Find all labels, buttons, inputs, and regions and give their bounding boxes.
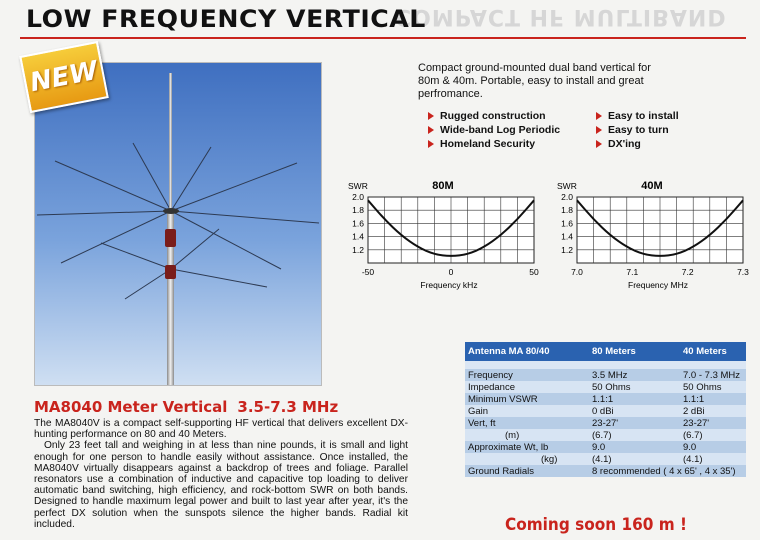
spec-table xyxy=(465,342,746,477)
product-title xyxy=(34,398,338,417)
x-tick-label: -50 xyxy=(361,267,375,277)
description-paragraph: Only 23 feet tall and weighing in at less than nine pounds, it is small and light enough for one person to handle easily without assistance. Once installed, the MA8040V virtually disappears against a backdrop of trees and foliage. Parallel resonators use a combination of inductive and capacitive top loading to deliver automatic band switching, high efficiency, and rock-bottom SWR on both bands. Designed to handle maximum legal power and built to last year after year, it's the perfect DX solution when the sunspots silence the higher bands. Radial kit included. xyxy=(34,440,408,530)
y-tick-label: 2.0 xyxy=(561,192,573,202)
page-title: LOW FREQUENCY VERTICAL xyxy=(26,5,426,33)
y-axis-label: SWR xyxy=(348,181,368,191)
feature-item: DX'ing xyxy=(596,138,641,150)
spec-header-cell: 40 Meters xyxy=(680,342,746,361)
x-tick-label: 7.0 xyxy=(571,267,583,277)
y-tick-label: 1.8 xyxy=(352,205,364,216)
product-description xyxy=(34,418,408,530)
y-axis-label: SWR xyxy=(557,181,577,191)
x-tick-label: 0 xyxy=(448,267,454,277)
y-tick-label: 2.0 xyxy=(352,192,364,202)
spec-header-row xyxy=(465,342,746,361)
x-tick-label: 50 xyxy=(529,267,539,277)
spec-row: Minimum VSWR 1.1:1 1.1:1 xyxy=(465,393,746,405)
x-axis-label: Frequency MHz xyxy=(628,280,688,290)
intro-line: perfromance. xyxy=(418,88,483,100)
spec-row: (m) (6.7) (6.7) xyxy=(465,429,746,441)
spec-row: (kg) (4.1) (4.1) xyxy=(465,453,746,465)
feature-item: Homeland Security xyxy=(428,138,535,150)
intro-line: 80m & 40m. Portable, easy to install and great xyxy=(418,75,644,87)
spec-row: Vert, ft 23-27' 23-27' xyxy=(465,417,746,429)
product-range: 3.5-7.3 MHz xyxy=(237,398,339,416)
feature-item: Easy to install xyxy=(596,110,679,122)
y-tick-label: 1.2 xyxy=(352,244,364,255)
new-badge-label: NEW xyxy=(27,55,101,99)
feature-item: Rugged construction xyxy=(428,110,546,122)
spec-row: Ground Radials 8 recommended ( 4 x 65' , 4 x 35') xyxy=(465,465,746,477)
feature-item: Wide-band Log Periodic xyxy=(428,124,560,136)
y-tick-label: 1.4 xyxy=(352,231,364,242)
y-tick-label: 1.4 xyxy=(561,231,573,242)
feature-item: Easy to turn xyxy=(596,124,669,136)
description-paragraph: The MA8040V is a compact self-supporting HF vertical that delivers excellent DX-hunting performance on 80 and 40 Meters. xyxy=(34,418,408,441)
spec-row: Gain 0 dBi 2 dBi xyxy=(465,405,746,417)
spec-spacer-row xyxy=(465,361,746,369)
coming-soon-banner: Coming soon 160 m ! xyxy=(505,515,687,535)
intro-line: Compact ground-mounted dual band vertical for xyxy=(418,62,651,74)
product-name: MA8040 Meter Vertical xyxy=(34,398,228,416)
x-tick-label: 7.2 xyxy=(681,267,694,277)
spec-row: Frequency 3.5 MHz 7.0 - 7.3 MHz xyxy=(465,369,746,381)
spec-header-cell: Antenna MA 80/40 xyxy=(465,342,589,361)
x-tick-label: 7.1 xyxy=(626,267,639,277)
ghost-heading: COMPACT HF MULTIBAND xyxy=(395,4,727,29)
spec-row: Approximate Wt, lb 9.0 9.0 xyxy=(465,441,746,453)
y-tick-label: 1.8 xyxy=(561,205,573,216)
chart-title: 80M xyxy=(432,180,454,192)
y-tick-label: 1.6 xyxy=(561,218,573,229)
x-tick-label: 7.3 xyxy=(737,267,749,277)
y-tick-label: 1.6 xyxy=(352,218,364,229)
spec-row: Impedance 50 Ohms 50 Ohms xyxy=(465,381,746,393)
chart-title: 40M xyxy=(641,180,663,192)
y-tick-label: 1.2 xyxy=(561,244,573,255)
spec-header-cell: 80 Meters xyxy=(589,342,680,361)
x-axis-label: Frequency kHz xyxy=(420,280,478,290)
